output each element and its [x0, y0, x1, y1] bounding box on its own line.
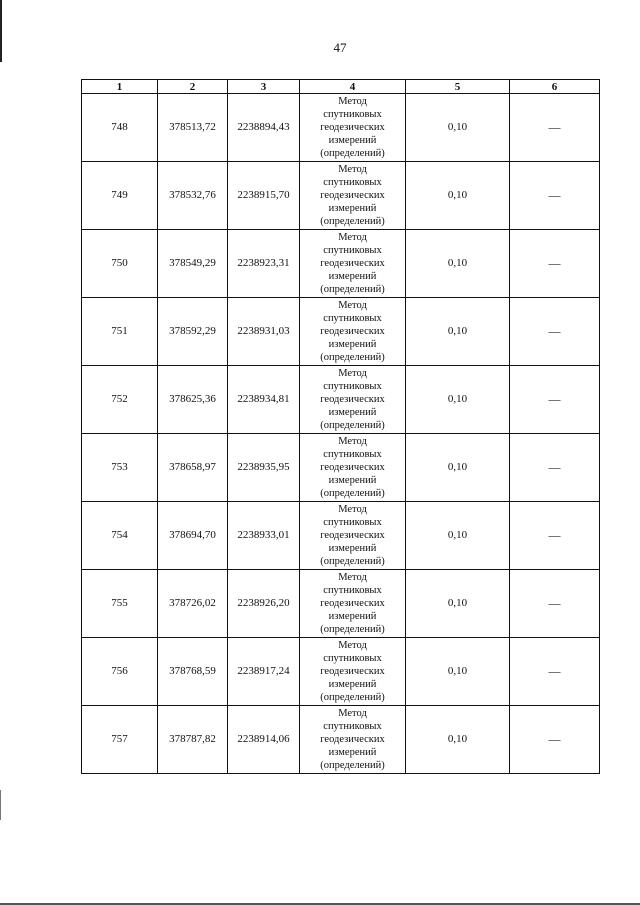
table-row: [82, 706, 600, 774]
method-line: спутниковых: [323, 653, 382, 664]
method-cell: [300, 434, 406, 502]
method-line: геодезических: [320, 598, 385, 609]
note-cell: —: [510, 638, 600, 706]
note-cell: —: [510, 230, 600, 298]
accuracy-cell: 0,10: [406, 94, 510, 162]
method-cell: [300, 298, 406, 366]
x-coordinate-cell: 378625,36: [158, 366, 228, 434]
method-line: Метод: [338, 436, 367, 447]
point-number-cell: 752: [82, 366, 158, 434]
accuracy-cell: 0,10: [406, 434, 510, 502]
y-coordinate-cell: 2238917,24: [228, 638, 300, 706]
accuracy-cell: 0,10: [406, 502, 510, 570]
method-line: спутниковых: [323, 177, 382, 188]
table-row: [82, 502, 600, 570]
table-row: [82, 638, 600, 706]
note-cell: —: [510, 502, 600, 570]
method-line: Метод: [338, 640, 367, 651]
method-line: геодезических: [320, 258, 385, 269]
point-number-cell: 750: [82, 230, 158, 298]
note-cell: —: [510, 706, 600, 774]
method-line: спутниковых: [323, 517, 382, 528]
x-coordinate-cell: 378658,97: [158, 434, 228, 502]
y-coordinate-cell: 2238914,06: [228, 706, 300, 774]
method-cell: [300, 638, 406, 706]
method-line: (определений): [320, 488, 385, 499]
method-line: измерений: [328, 135, 377, 146]
accuracy-cell: 0,10: [406, 298, 510, 366]
method-line: спутниковых: [323, 313, 382, 324]
method-line: геодезических: [320, 530, 385, 541]
method-line: (определений): [320, 420, 385, 431]
point-number-cell: 749: [82, 162, 158, 230]
y-coordinate-cell: 2238933,01: [228, 502, 300, 570]
scan-edge-left-lower: [0, 790, 1, 820]
header-col-1: 1: [82, 80, 158, 94]
table-row: [82, 298, 600, 366]
method-line: спутниковых: [323, 449, 382, 460]
method-line: Метод: [338, 300, 367, 311]
page-number: 47: [333, 40, 347, 55]
y-coordinate-cell: 2238934,81: [228, 366, 300, 434]
note-cell: —: [510, 94, 600, 162]
method-cell: [300, 706, 406, 774]
method-line: спутниковых: [323, 109, 382, 120]
x-coordinate-cell: 378787,82: [158, 706, 228, 774]
method-line: геодезических: [320, 122, 385, 133]
method-cell: [300, 570, 406, 638]
table-row: [82, 230, 600, 298]
method-line: измерений: [328, 543, 377, 554]
accuracy-cell: 0,10: [406, 638, 510, 706]
method-line: измерений: [328, 339, 377, 350]
table-body: [82, 94, 600, 774]
method-line: измерений: [328, 611, 377, 622]
point-number-cell: 757: [82, 706, 158, 774]
method-line: Метод: [338, 504, 367, 515]
method-line: геодезических: [320, 462, 385, 473]
table-row: [82, 434, 600, 502]
method-line: измерений: [328, 271, 377, 282]
method-line: Метод: [338, 164, 367, 175]
method-line: (определений): [320, 692, 385, 703]
method-line: (определений): [320, 624, 385, 635]
table-row: [82, 162, 600, 230]
x-coordinate-cell: 378726,02: [158, 570, 228, 638]
note-cell: —: [510, 434, 600, 502]
method-cell: [300, 162, 406, 230]
method-line: геодезических: [320, 666, 385, 677]
point-number-cell: 753: [82, 434, 158, 502]
y-coordinate-cell: 2238931,03: [228, 298, 300, 366]
accuracy-cell: 0,10: [406, 230, 510, 298]
accuracy-cell: 0,10: [406, 162, 510, 230]
method-line: геодезических: [320, 326, 385, 337]
method-line: спутниковых: [323, 721, 382, 732]
table-header-row: [82, 80, 600, 94]
coordinates-table: [81, 79, 600, 774]
point-number-cell: 754: [82, 502, 158, 570]
point-number-cell: 748: [82, 94, 158, 162]
x-coordinate-cell: 378549,29: [158, 230, 228, 298]
method-line: измерений: [328, 475, 377, 486]
note-cell: —: [510, 366, 600, 434]
method-line: Метод: [338, 572, 367, 583]
method-line: измерений: [328, 747, 377, 758]
method-line: Метод: [338, 96, 367, 107]
point-number-cell: 756: [82, 638, 158, 706]
x-coordinate-cell: 378532,76: [158, 162, 228, 230]
table-row: [82, 366, 600, 434]
y-coordinate-cell: 2238894,43: [228, 94, 300, 162]
method-line: (определений): [320, 352, 385, 363]
header-col-6: 6: [510, 80, 600, 94]
method-line: геодезических: [320, 394, 385, 405]
method-line: Метод: [338, 708, 367, 719]
table-row: [82, 94, 600, 162]
x-coordinate-cell: 378768,59: [158, 638, 228, 706]
method-cell: [300, 94, 406, 162]
method-line: спутниковых: [323, 585, 382, 596]
method-line: (определений): [320, 556, 385, 567]
method-cell: [300, 366, 406, 434]
method-line: геодезических: [320, 190, 385, 201]
note-cell: —: [510, 162, 600, 230]
point-number-cell: 751: [82, 298, 158, 366]
y-coordinate-cell: 2238915,70: [228, 162, 300, 230]
header-col-4: 4: [300, 80, 406, 94]
method-line: измерений: [328, 407, 377, 418]
method-line: Метод: [338, 232, 367, 243]
accuracy-cell: 0,10: [406, 366, 510, 434]
method-cell: [300, 230, 406, 298]
header-col-5: 5: [406, 80, 510, 94]
note-cell: —: [510, 298, 600, 366]
method-cell: [300, 502, 406, 570]
header-col-3: 3: [228, 80, 300, 94]
method-line: (определений): [320, 216, 385, 227]
method-line: измерений: [328, 203, 377, 214]
y-coordinate-cell: 2238935,95: [228, 434, 300, 502]
x-coordinate-cell: 378694,70: [158, 502, 228, 570]
method-line: геодезических: [320, 734, 385, 745]
y-coordinate-cell: 2238923,31: [228, 230, 300, 298]
header-col-2: 2: [158, 80, 228, 94]
method-line: (определений): [320, 760, 385, 771]
method-line: измерений: [328, 679, 377, 690]
method-line: Метод: [338, 368, 367, 379]
method-line: (определений): [320, 284, 385, 295]
x-coordinate-cell: 378592,29: [158, 298, 228, 366]
y-coordinate-cell: 2238926,20: [228, 570, 300, 638]
table-row: [82, 570, 600, 638]
method-line: спутниковых: [323, 245, 382, 256]
x-coordinate-cell: 378513,72: [158, 94, 228, 162]
accuracy-cell: 0,10: [406, 570, 510, 638]
point-number-cell: 755: [82, 570, 158, 638]
method-line: спутниковых: [323, 381, 382, 392]
method-line: (определений): [320, 148, 385, 159]
accuracy-cell: 0,10: [406, 706, 510, 774]
note-cell: —: [510, 570, 600, 638]
